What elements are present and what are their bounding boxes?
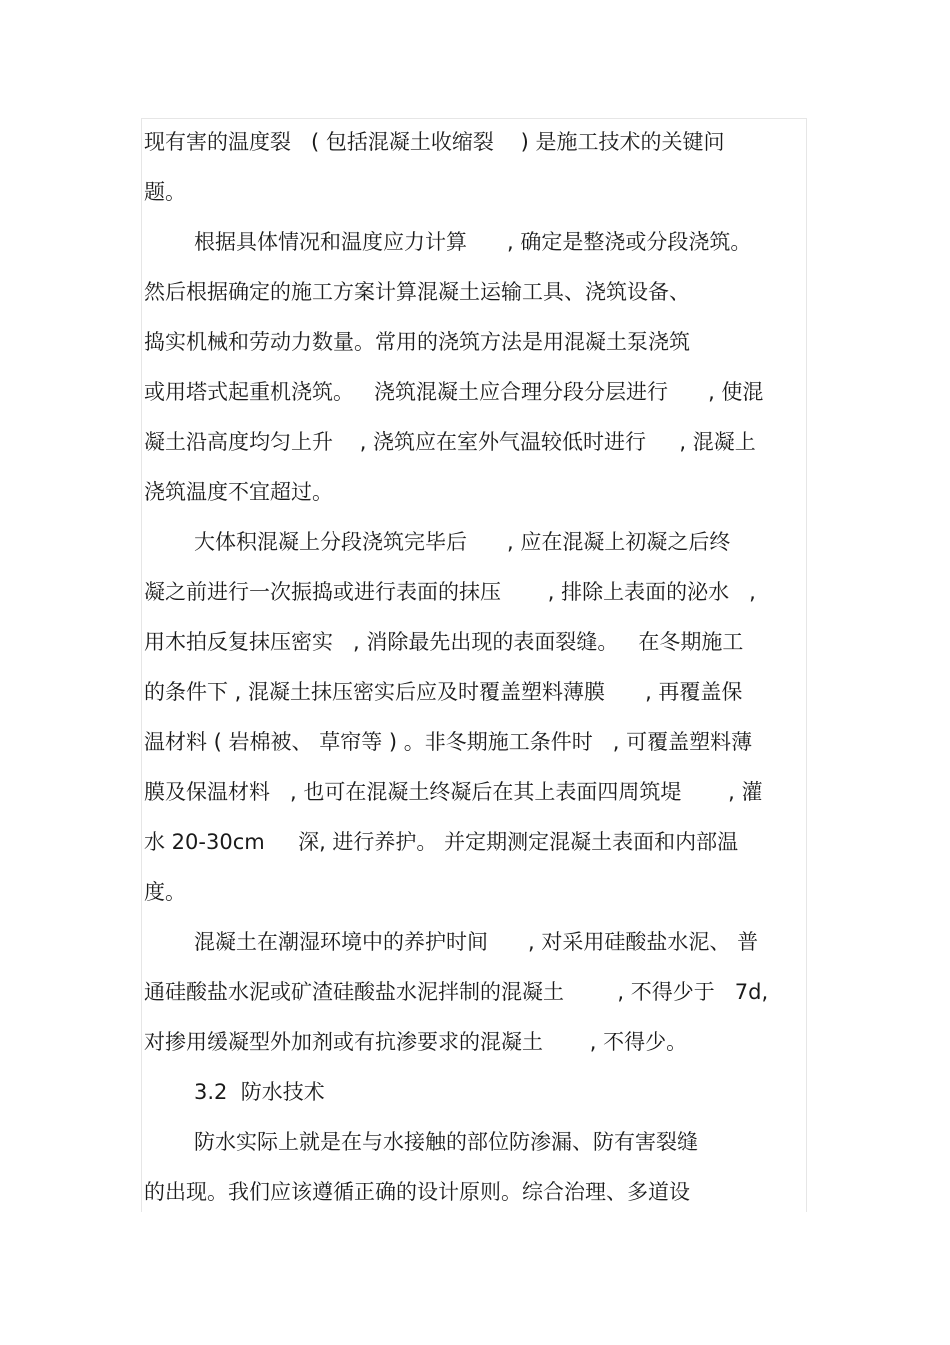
text-line: 用木拍反复抹压密实 , 消除最先出现的表面裂缝。 在冬期施工 [144,630,744,654]
text-line: 对掺用缓凝型外加剂或有抗渗要求的混凝土 , 不得少。 [144,1030,688,1054]
text-line: 现有害的温度裂 ( 包括混凝土收缩裂 ) 是施工技术的关键问 [144,130,725,154]
text-line: 根据具体情况和温度应力计算 , 确定是整浇或分段浇筑。 [194,230,752,254]
text-line: 度。 [144,880,186,904]
text-line: 的出现。我们应该遵循正确的设计原则。综合治理、多道设 [144,1180,690,1204]
text-line: 凝土沿高度均匀上升 , 浇筑应在室外气温较低时进行 , 混凝上 [144,430,756,454]
text-line: 题。 [144,180,186,204]
text-line: 温材料 ( 岩棉被、 草帘等 ) 。非冬期施工条件时 , 可覆盖塑料薄 [144,730,753,754]
text-line: 混凝土在潮湿环境中的养护时间 , 对采用硅酸盐水泥、 普 [194,930,759,954]
text-line: 膜及保温材料 , 也可在混凝土终凝后在其上表面四周筑堤 , 灌 [144,780,763,804]
text-line: 的条件下 , 混凝土抹压密实后应及时覆盖塑料薄膜 , 再覆盖保 [144,680,743,704]
text-line: 凝之前进行一次振捣或进行表面的抹压 , 排除上表面的泌水 , [144,580,756,604]
section-heading: 3.2 防水技术 [194,1080,325,1104]
text-line: 然后根据确定的施工方案计算混凝土运输工具、浇筑设备、 [144,280,690,304]
text-line: 通硅酸盐水泥或矿渣硅酸盐水泥拌制的混凝土 , 不得少于 7d, [144,980,769,1004]
text-line: 或用塔式起重机浇筑。 浇筑混凝土应合理分段分层进行 , 使混 [144,380,764,404]
text-line: 浇筑温度不宜超过。 [144,480,333,504]
text-line: 捣实机械和劳动力数量。常用的浇筑方法是用混凝土泵浇筑 [144,330,690,354]
text-line: 大体积混凝上分段浇筑完毕后 , 应在混凝上初凝之后终 [194,530,731,554]
text-line: 水 20-30cm 深, 进行养护。 并定期测定混凝土表面和内部温 [144,830,739,854]
text-line: 防水实际上就是在与水接触的部位防渗漏、防有害裂缝 [194,1130,698,1154]
